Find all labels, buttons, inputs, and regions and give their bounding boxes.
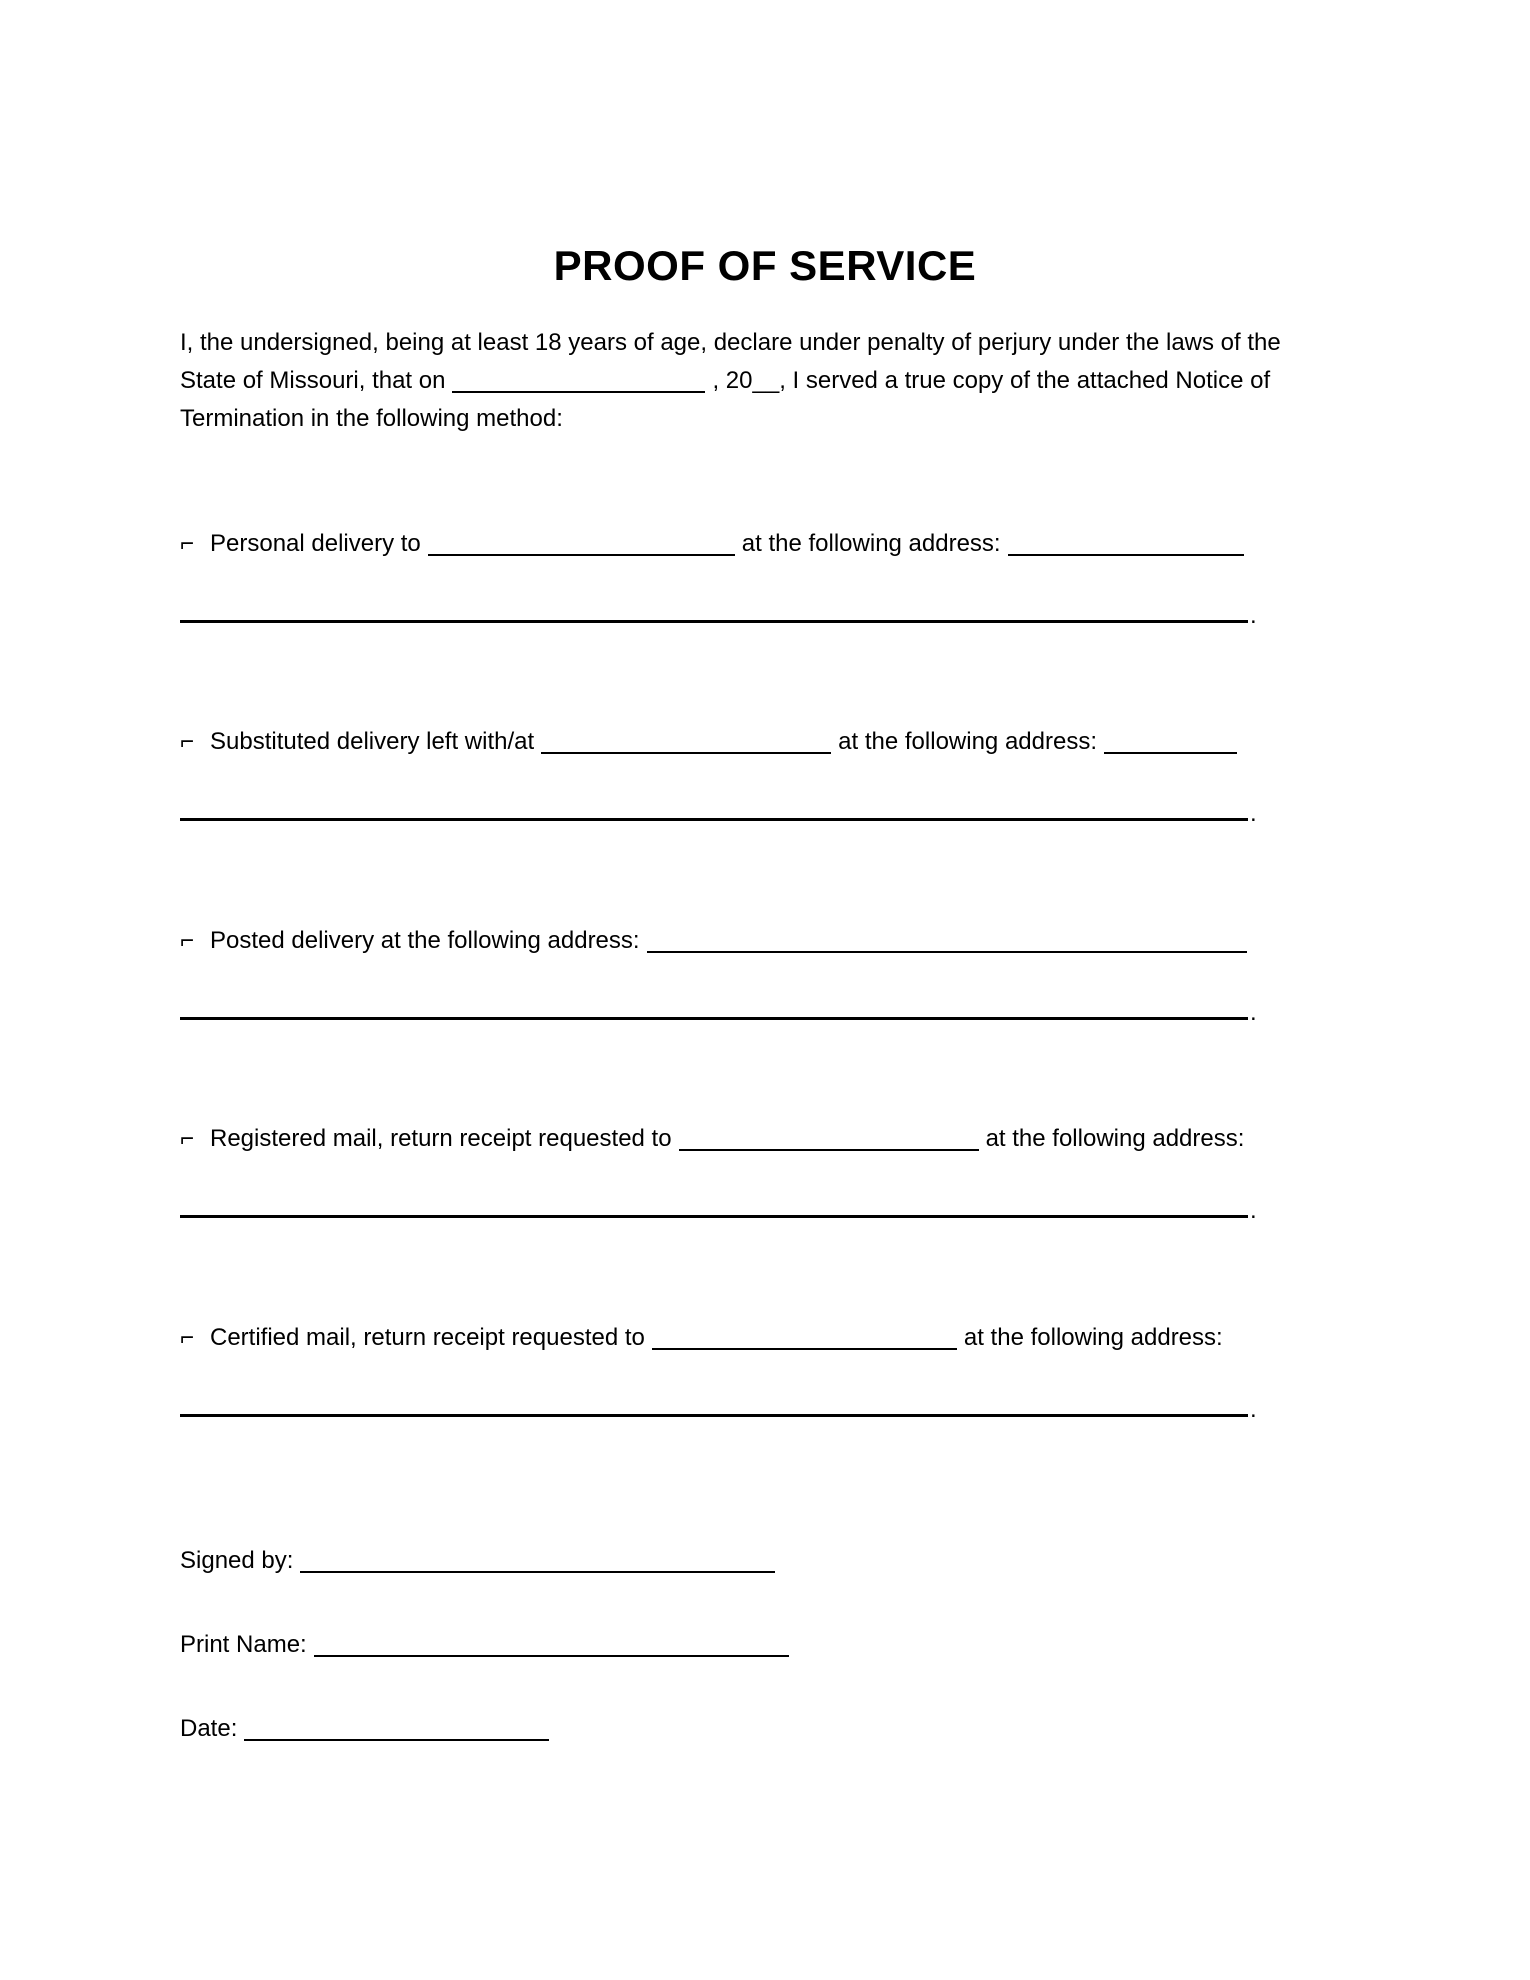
checkbox-icon[interactable]: ⌐ [180,1324,195,1351]
checkbox-icon[interactable]: ⌐ [180,530,195,557]
fill-in-rule[interactable] [180,1390,1248,1417]
item-label: Certified mail, return receipt requested to [210,1324,645,1351]
date-row [180,1714,549,1744]
print-name-label: Print Name: [180,1631,307,1658]
checkbox-icon[interactable]: ⌐ [180,728,195,755]
item-certified-mail [180,1323,1223,1353]
item-posted-delivery [180,926,1247,956]
intro-text-2a: State of Missouri, that on [180,367,446,394]
item-label: Registered mail, return receipt requested to [210,1125,672,1152]
fill-in-rule[interactable] [180,794,1248,821]
line-end-period: . [1250,1396,1257,1423]
item-registered-mail [180,1124,1244,1154]
recipient-name-blank[interactable] [652,1324,957,1350]
item-substituted-delivery [180,727,1237,757]
item-personal-delivery [180,529,1244,559]
recipient-name-blank[interactable] [541,728,831,754]
address-blank[interactable] [1008,530,1244,556]
intro-text-3: Termination in the following method: [180,405,563,432]
fill-in-rule[interactable] [180,596,1248,623]
signature-blank[interactable] [300,1547,775,1573]
recipient-name-blank[interactable] [428,530,735,556]
checkbox-icon[interactable]: ⌐ [180,1125,195,1152]
signed-by-row [180,1546,775,1576]
line-end-period: . [1250,602,1257,629]
intro-text-2b: , 20__, I served a true copy of the attached Notice of [712,367,1271,394]
item-label-mid: at the following address: [741,530,1001,557]
address-blank[interactable] [647,927,1247,953]
intro-line-1 [180,328,1281,358]
print-name-blank[interactable] [314,1631,789,1657]
address-continuation-line [180,794,1257,828]
line-end-period: . [1250,1197,1257,1224]
signed-by-label: Signed by: [180,1547,294,1574]
address-continuation-line [180,1191,1257,1225]
intro-line-3 [180,404,563,434]
address-blank[interactable] [1104,728,1237,754]
intro-text-1: I, the undersigned, being at least 18 years of age, declare under penalty of perjury under the laws of the [180,329,1281,356]
checkbox-icon[interactable]: ⌐ [180,927,195,954]
service-date-blank[interactable] [452,367,705,393]
item-label-mid: at the following address: [963,1324,1223,1351]
item-label: Substituted delivery left with/at [210,728,535,755]
line-end-period: . [1250,800,1257,827]
address-continuation-line [180,993,1257,1027]
date-label: Date: [180,1715,238,1742]
item-label-mid: at the following address: [838,728,1097,755]
page-title: PROOF OF SERVICE [553,242,977,289]
intro-line-2 [180,366,1270,396]
fill-in-rule[interactable] [180,993,1248,1020]
fill-in-rule[interactable] [180,1191,1248,1218]
print-name-row [180,1630,789,1660]
item-label-mid: at the following address: [985,1125,1245,1152]
item-label: Posted delivery at the following address: [210,927,640,954]
line-end-period: . [1250,999,1257,1026]
address-continuation-line [180,596,1257,630]
address-continuation-line [180,1390,1257,1424]
recipient-name-blank[interactable] [679,1125,979,1151]
date-blank[interactable] [244,1715,549,1741]
item-label: Personal delivery to [210,530,421,557]
